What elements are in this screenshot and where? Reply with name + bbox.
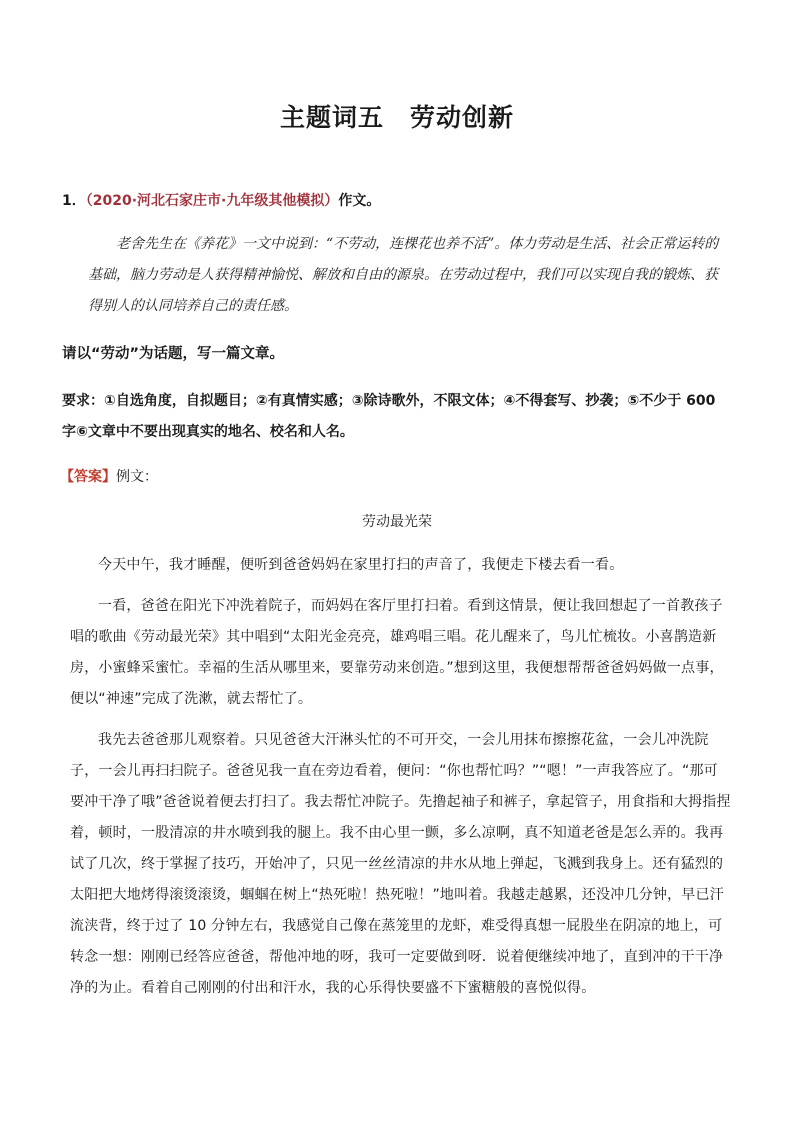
answer-header xyxy=(60,466,158,486)
essay-title: 劳动最光荣 xyxy=(362,514,432,530)
writing-requirements: 要求：①自选角度，自拟题目；②有真情实感；③除诗歌外，不限文体；④不得套写、抄袭；⑤不少于 600 字⑥文章中不要出现真实的地名、校名和人名。 xyxy=(62,393,716,440)
answer-tag: 【答案】 xyxy=(60,469,116,485)
answer-label: 例文： xyxy=(116,469,158,485)
question-source: （2020·河北石家庄市·九年级其他模拟） xyxy=(85,193,339,209)
quote-paragraph: 老舍先生在《养花》一文中说到：“不劳动，连棵花也养不活”。体力劳动是生活、社会正常运转的基础，脑力劳动是人获得精神愉悦、解放和自由的源泉。在劳动过程中，我们可以实现自我的锻炼、获得别人的认同培养自己的责任感。 xyxy=(88,236,719,314)
writing-prompt: 请以“劳动”为话题，写一篇文章。 xyxy=(62,346,285,362)
essay-paragraph: 一看，爸爸在阳光下冲洗着院子，而妈妈在客厅里打扫着。看到这情景，便让我回想起了一首教孩子唱的歌曲《劳动最光荣》其中唱到“太阳光金亮亮，雄鸡唱三唱。花儿醒来了，鸟儿忙梳妆。小喜鹊造新房，小蜜蜂采蜜忙。幸福的生活从哪里来，要靠劳动来创造。”想到这里，我便想帮帮爸爸妈妈做一点事，便以“神速”完成了洗漱，就去帮忙了。 xyxy=(70,598,724,707)
page-title: 主题词五 劳动创新 xyxy=(279,103,514,132)
question-header xyxy=(62,190,380,210)
essay-paragraph: 今天中午，我才睡醒，便听到爸爸妈妈在家里打扫的声音了，我便走下楼去看一看。 xyxy=(98,557,624,573)
essay-body xyxy=(70,550,732,1014)
question-number: 1． xyxy=(62,193,86,209)
question-type: 作文。 xyxy=(338,193,381,209)
essay-paragraph: 我先去爸爸那儿观察着。只见爸爸大汗淋头忙的不可开交，一会儿用抹布擦擦花盆，一会儿冲洗院子，一会儿再扫扫院子。爸爸见我一直在旁边看着，便问：“你也帮忙吗？”“嗯！”一声我答应了。“那可要冲干净了哦”爸爸说着便去打扫了。我去帮忙冲院子。先撸起袖子和裤子，拿起管子，用食指和大拇指捏着，顿时，一股清凉的井水喷到我的腿上。我不由心里一颤，多么凉啊，真不知道老爸是怎么弄的。我再试了几次，终于掌握了技巧，开始冲了，只见一丝丝清凉的井水从地上弹起，飞溅到我身上。还有猛烈的太阳把大地烤得滚烫滚烫，蝈蝈在树上“热死啦！热死啦！”地叫着。我越走越累，还没冲几分钟，早已汗流浃背，终于过了 10 分钟左右，我感觉自己像在蒸笼里的龙虾，难受得真想一屁股坐在阴凉的地上，可转念一想：刚刚已经答应爸爸，帮他冲地的呀，我可一定要做到呀．说着便继续冲地了，直到冲的干干净净的为止。看着自己刚刚的付出和汗水，我的心乐得快要盛不下蜜糖般的喜悦似得。 xyxy=(70,732,731,996)
